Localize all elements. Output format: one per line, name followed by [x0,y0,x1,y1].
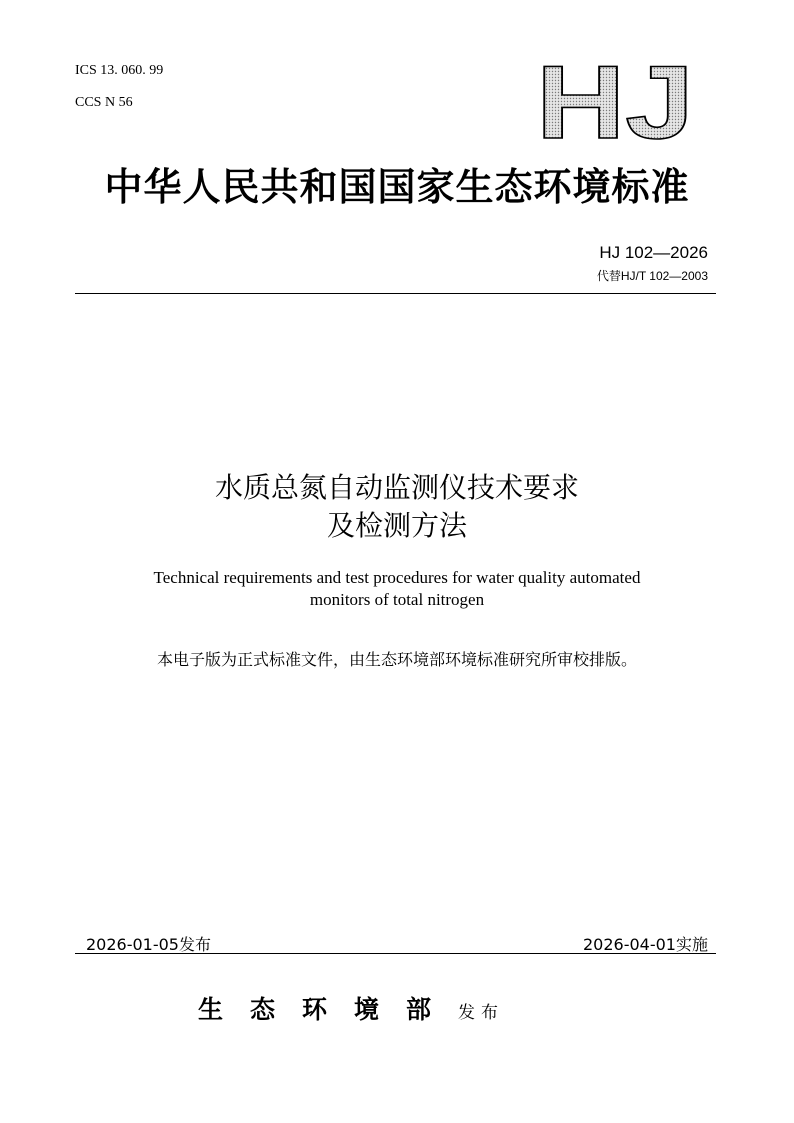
ics-code: ICS 13. 060. 99 [75,63,164,78]
title-cn-line-1: 水质总氮自动监测仪技术要求 [214,471,579,504]
ccs-code: CCS N 56 [75,95,133,110]
publisher-suffix: 发布 [458,1003,505,1023]
main-title: 中华人民共和国国家生态环境标准 [104,164,690,209]
hj-logo [536,58,696,142]
edition-notice: 本电子版为正式标准文件，由生态环境部环境标准研究所审校排版。 [156,650,637,669]
issue-date: 2026-01-05发布 [86,935,211,954]
publisher [198,990,504,1026]
title-cn-line-2: 及检测方法 [326,509,467,542]
bottom-divider [75,953,716,954]
standard-number: HJ 102—2026 [599,243,708,262]
publisher-name: 生态环境部 [198,995,459,1024]
top-divider [75,293,716,294]
title-en-line-1: Technical requirements and test procedures for water quality automated [153,568,641,587]
title-en-line-2: monitors of total nitrogen [309,590,485,609]
implementation-date: 2026-04-01实施 [583,935,708,954]
replaces-standard: 代替HJ/T 102—2003 [596,269,708,283]
svg-text:HJ: HJ [536,58,694,142]
